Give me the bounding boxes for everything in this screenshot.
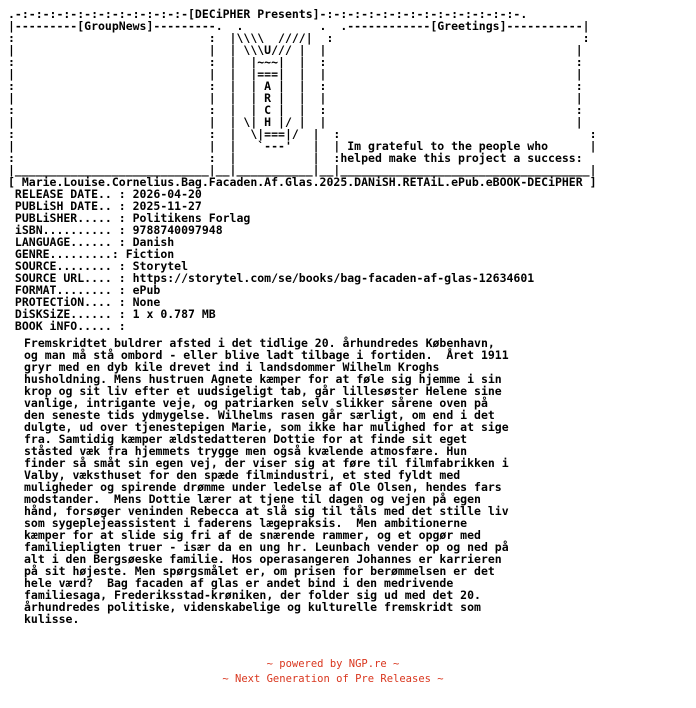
field-label: GENRE.........:: [8, 247, 126, 261]
header-art-line: |---------[GroupNews]---------. . . .------------[Greetings]-----------|: [8, 19, 590, 33]
book-info-line: og man må stå ombord - eller blive ladt tilbage i fortiden. Året 1911: [24, 348, 509, 362]
field-label: PUBLiSH DATE.. :: [8, 199, 133, 213]
book-info-line: vanlige, intrigante veje, og patriarken selv slikker sårene oven på: [24, 396, 488, 410]
header-art-line: | | | \\\U/// | | |: [8, 43, 583, 57]
field-label: RELEASE DATE.. :: [8, 187, 133, 201]
book-info-line: hele værd? Bag facaden af glas er andet bind i den medrivende: [24, 576, 454, 590]
source-url-link[interactable]: https://storytel.com/se/books/bag-facaden-af-glas-12634601: [132, 271, 535, 285]
header-art-line: : : | |~~~| | : :: [8, 55, 583, 69]
book-info-line: finder så småt sin egen vej, der viser sig at føre til filmfabrikken i: [24, 456, 509, 470]
field-row: [8, 320, 696, 332]
book-info-text: [24, 337, 592, 625]
field-label: FORMAT........ :: [8, 283, 133, 297]
field-label: BOOK iNFO..... :: [8, 319, 133, 333]
field-value: 2026-04-20: [132, 187, 202, 201]
book-info-line: som sygeplejeassistent i faderens lægepraksis. Men ambitionerne: [24, 516, 468, 530]
release-title: [ Marie.Louise.Cornelius.Bag.Facaden.Af.Glas.2025.DANiSH.RETAiL.ePub.eBOOK-DECiPHER ]: [8, 175, 597, 189]
book-info-line: dulgte, ud over tjenestepigen Marie, som ikke har mulighed for at sige: [24, 420, 509, 434]
book-info-line: muligheder og spirende drømme under ledelse af Ole Olsen, hendes fars: [24, 480, 502, 494]
header-art-line: : : | | A | | : :: [8, 79, 583, 93]
field-value: ePub: [132, 283, 161, 297]
field-value: Storytel: [132, 259, 189, 273]
field-value: None: [132, 295, 161, 309]
footer-tagline: ~ Next Generation of Pre Releases ~: [222, 673, 444, 685]
nfo-text: [8, 8, 696, 332]
field-label: SOURCE URL.... :: [8, 271, 133, 285]
field-value: Danish: [132, 235, 175, 249]
field-value: 9788740097948: [132, 223, 223, 237]
book-info-line: familiesaga, Frederiksstad-krøniken, der folder sig ud med det 20.: [24, 588, 481, 602]
book-info-line: den seneste tids ydmygelse. Wilhelms rasen går særligt, om end i det: [24, 408, 495, 422]
header-art-line: .-:-:-:-:-:-:-:-:-:-:-:-:-[DECiPHER Presents]-:-:-:-:-:-:-:-:-:-:-:-:-:-:-.: [8, 7, 528, 21]
book-info-line: kulisse.: [24, 612, 80, 626]
field-label: DiSKSiZE...... :: [8, 307, 133, 321]
book-info-line: Valby, væksthuset for den spæde filmindustri, et sted fyldt med: [24, 468, 461, 482]
field-label: LANGUAGE...... :: [8, 235, 133, 249]
header-art-line: : : |\\\\ ////| : :: [8, 31, 590, 45]
field-value: Fiction: [125, 247, 175, 261]
field-label: iSBN.......... :: [8, 223, 133, 237]
header-art-line: | | | `---' | | Im grateful to the people who |: [8, 139, 597, 153]
book-info-line: husholdning. Mens hustruen Agnete kæmper for at føle sig hjemme i sin: [24, 372, 502, 386]
header-art-line: : : | | :helped make this project a success:: [8, 151, 583, 165]
header-art-line: | | | \| H |/ | | |: [8, 115, 583, 129]
header-art-line: | | | | R | | | |: [8, 91, 583, 105]
field-value: 1 x 0.787 MB: [132, 307, 216, 321]
footer-powered-by-link[interactable]: ~ powered by NGP.re ~: [266, 658, 400, 670]
book-info-line: modstander. Mens Dottie lærer at tjene til dagen og vejen på egen: [24, 492, 481, 506]
field-label: PROTECTiON.... :: [8, 295, 133, 309]
field-value: 2025-11-27: [132, 199, 202, 213]
book-info-line: kæmper for at slide sig fri af de snærende rammer, og et opgør med: [24, 528, 481, 542]
header-art-line: : : | \|===|/ | : :: [8, 127, 597, 141]
book-info-line: gryr med en dyb kile drevet ind i landsdommer Wilhelm Kroghs: [24, 360, 440, 374]
book-info-line: ståsted væk fra hjemmets trygge men også kvælende atmosfære. Hun: [24, 444, 468, 458]
field-label: SOURCE........ :: [8, 259, 133, 273]
book-info-line: Fremskridtet buldrer afsted i det tidlige 20. århundredes København,: [24, 336, 495, 350]
header-art-line: : : | | C | | : :: [8, 103, 583, 117]
field-label: PUBLiSHER..... :: [8, 211, 133, 225]
book-info-line: fra. Samtidig kæmper ældstedatteren Dottie for at finde sit eget: [24, 432, 468, 446]
book-info-line: alt i den Bergsøeske familie. Hos operasangeren Johannes er karrieren: [24, 552, 502, 566]
book-info-line: århundredes politiske, videnskabelige og kulturelle fremskridt som: [24, 600, 481, 614]
header-art-line: | | | |===| | | |: [8, 67, 583, 81]
book-info-line: familiepligten truer - især da en ung hr. Leunbach vender op og ned på: [24, 540, 509, 554]
book-info-line: på sit højeste. Men spørgsmålet er, om prisen for berømmelsen er det: [24, 564, 495, 578]
field-value: Politikens Forlag: [132, 211, 251, 225]
book-info-line: krop og sit liv efter et uudsigeligt tab, går lillesøster Helene sine: [24, 384, 502, 398]
book-info-line: hånd, forsøger veninden Rebecca at slå sig til tåls med det stille liv: [24, 504, 509, 518]
header-art-line: |____________________________|__|___________|__|____________________________________|: [8, 163, 597, 177]
